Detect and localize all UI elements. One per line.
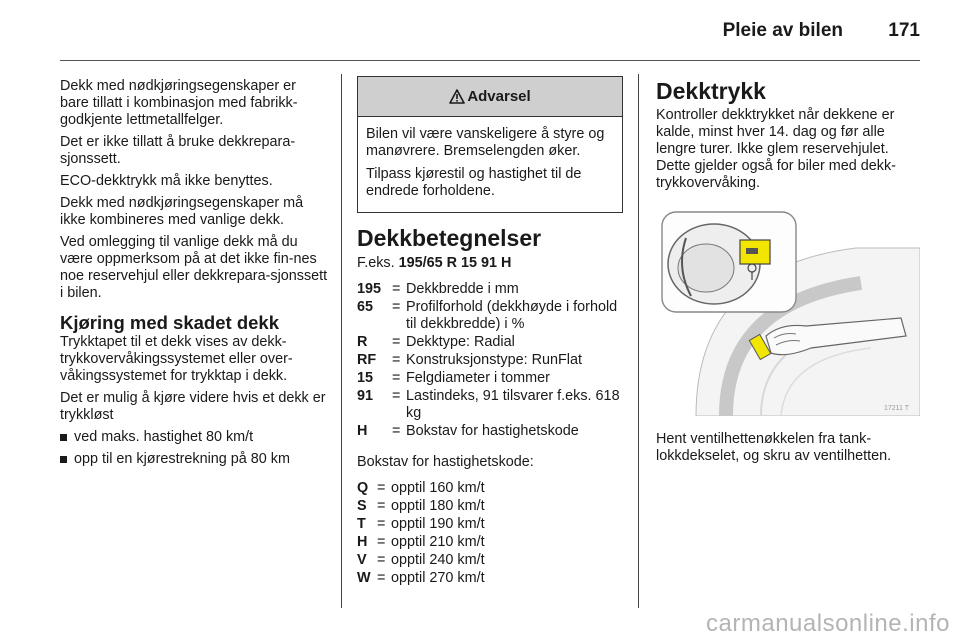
warning-box: [357, 76, 623, 213]
table-row: 65 = Profilforhold (dekkhøyde i forhold til dekkbredde) i %: [357, 299, 618, 332]
header-rule: [60, 60, 920, 61]
page-title: Pleie av bilen: [722, 20, 843, 41]
table-row: H = opptil 210 km/t: [357, 534, 485, 550]
table-row: H = Bokstav for hastighetskode: [357, 423, 579, 439]
definition-table: [357, 281, 623, 440]
paragraph: Dekk med nødkjøringsegenskaper må ikke kombineres med vanlige dekk.: [60, 195, 304, 228]
paragraph: Det er ikke tillatt å bruke dekkrepara-sjonssett.: [60, 134, 296, 167]
column-1: [60, 78, 328, 473]
paragraph: Trykktapet til et dekk vises av dekk-trykkovervåkingssystemet eller over-våkingssystemet for trykktap i dekk.: [60, 334, 293, 384]
warning-triangle-icon: [449, 89, 465, 104]
table-row: W = opptil 270 km/t: [357, 570, 485, 586]
table-row: R = Dekktype: Radial: [357, 334, 515, 350]
page-number: 171: [888, 20, 920, 41]
bullet-square-icon: [60, 456, 67, 463]
section-heading: Dekkbetegnelser: [357, 225, 542, 251]
page-header: [0, 0, 960, 60]
paragraph: Hent ventilhettenøkkelen fra tank-lokkdekselet, og skru av ventilhetten.: [656, 431, 892, 464]
tyre-valve-drawing: [656, 208, 920, 416]
paragraph: Ved omlegging til vanlige dekk må du være oppmerksom på at det ikke fin-nes noe reservehjul eller dekkrepara-sjonssett i bilen.: [60, 234, 328, 301]
section-heading: Dekktrykk: [656, 78, 766, 104]
column-3: [656, 78, 922, 470]
section-heading: Kjøring med skadet dekk: [60, 312, 279, 333]
table-row: 195 = Dekkbredde i mm: [357, 281, 519, 297]
column-2: [357, 76, 623, 588]
table-row: T = opptil 190 km/t: [357, 516, 485, 532]
figure-number: 17211 T: [884, 405, 910, 412]
paragraph: Bokstav for hastighetskode:: [357, 454, 534, 470]
table-row: 91 = Lastindeks, 91 tilsvarer f.eks. 618 kg: [357, 388, 620, 421]
table-row: Q = opptil 160 km/t: [357, 480, 485, 496]
list-item: opp til en kjørestrekning på 80 km: [60, 451, 328, 468]
table-row: S = opptil 180 km/t: [357, 498, 485, 514]
list-item: ved maks. hastighet 80 km/t: [60, 429, 328, 446]
table-row: RF = Konstruksjonstype: RunFlat: [357, 352, 582, 368]
paragraph: Det er mulig å kjøre videre hvis et dekk er trykkløst: [60, 390, 326, 423]
warning-title: Advarsel: [467, 88, 531, 105]
watermark: carmanualsonline.info: [706, 610, 950, 637]
tyre-valve-illustration: [656, 208, 920, 416]
paragraph: Kontroller dekktrykket når dekkene er kalde, minst hver 14. dag og før alle lengre turer. Ikke glem reservehjulet. Dette gjelder også for biler med dekk-trykkovervåking.: [656, 107, 896, 191]
warning-header: [358, 77, 622, 117]
table-row: V = opptil 240 km/t: [357, 552, 485, 568]
example-line: F.eks. 195/65 R 15 91 H: [357, 255, 512, 271]
column-divider-1: [341, 74, 342, 608]
paragraph: Dekk med nødkjøringsegenskaper er bare tillatt i kombinasjon med fabrikk-godkjente lettmetallfelger.: [60, 78, 298, 128]
warning-body: [358, 117, 622, 212]
paragraph: Tilpass kjørestil og hastighet til de endrede forholdene.: [366, 166, 582, 199]
example-code: 195/65 R 15 91 H: [398, 255, 512, 271]
speed-table: [357, 480, 623, 587]
paragraph: ECO-dekktrykk må ikke benyttes.: [60, 173, 273, 189]
bullet-square-icon: [60, 434, 67, 441]
column-divider-2: [638, 74, 639, 608]
paragraph: Bilen vil være vanskeligere å styre og manøvrere. Bremselengden øker.: [366, 126, 605, 159]
table-row: 15 = Felgdiameter i tommer: [357, 370, 550, 386]
